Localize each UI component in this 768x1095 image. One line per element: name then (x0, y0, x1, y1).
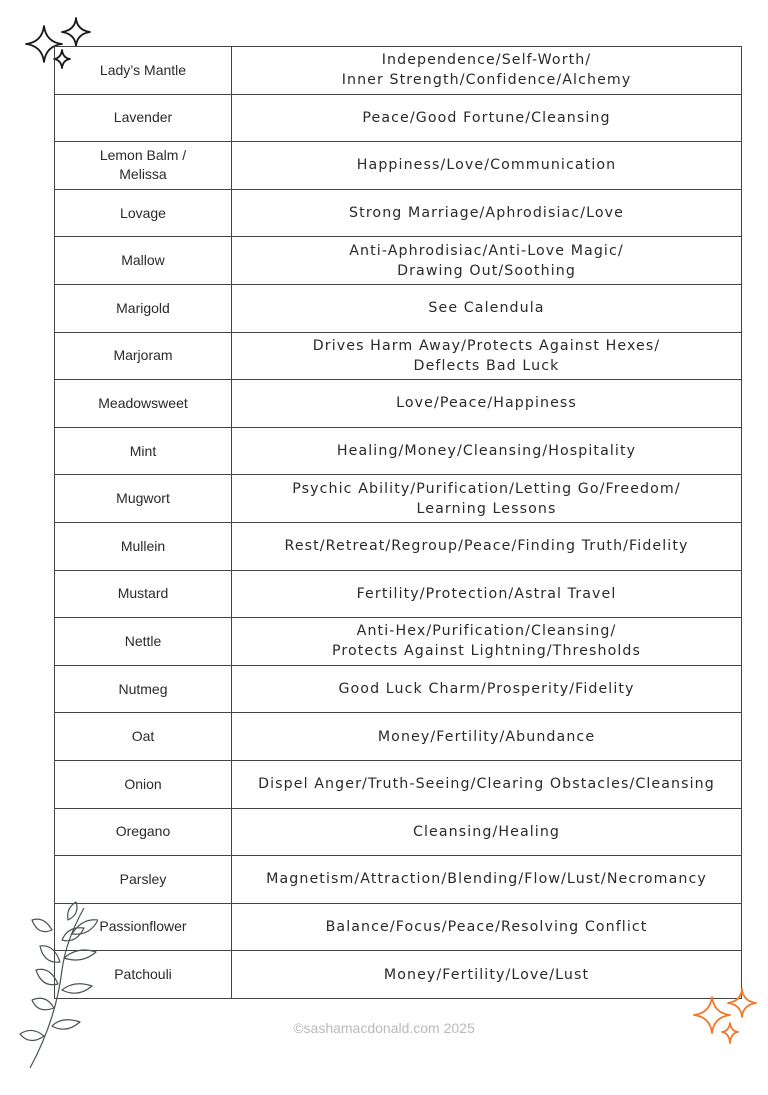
table-row (55, 618, 742, 666)
herb-meaning: Healing/Money/Cleansing/Hospitality (232, 427, 742, 475)
herb-meaning: Strong Marriage/Aphrodisiac/Love (232, 189, 742, 237)
herb-meaning: Peace/Good Fortune/Cleansing (232, 94, 742, 142)
herb-name: Parsley (55, 856, 232, 904)
herb-meaning: Good Luck Charm/Prosperity/Fidelity (232, 665, 742, 713)
herb-meaning: Happiness/Love/Communication (232, 142, 742, 190)
table-row (55, 903, 742, 951)
sparkles-icon (690, 985, 762, 1051)
herb-name: Marjoram (55, 332, 232, 380)
table-row (55, 665, 742, 713)
table-row (55, 951, 742, 999)
herb-meaning: Balance/Focus/Peace/Resolving Conflict (232, 903, 742, 951)
table-row (55, 142, 742, 190)
herb-meaning: Money/Fertility/Abundance (232, 713, 742, 761)
herb-meaning: Cleansing/Healing (232, 808, 742, 856)
herb-name: Nutmeg (55, 665, 232, 713)
herb-name: Mallow (55, 237, 232, 285)
herb-meaning: Dispel Anger/Truth-Seeing/Clearing Obstacles/Cleansing (232, 760, 742, 808)
table-row (55, 332, 742, 380)
herb-name: Meadowsweet (55, 380, 232, 428)
herb-name: Mustard (55, 570, 232, 618)
herb-name: Marigold (55, 284, 232, 332)
table-row (55, 427, 742, 475)
herb-name: Lavender (55, 94, 232, 142)
herb-meaning: Fertility/Protection/Astral Travel (232, 570, 742, 618)
herb-meaning: Anti-Aphrodisiac/Anti-Love Magic/ Drawing Out/Soothing (232, 237, 742, 285)
table-row (55, 760, 742, 808)
herb-meaning: Independence/Self-Worth/ Inner Strength/Confidence/Alchemy (232, 47, 742, 95)
herb-name: Onion (55, 760, 232, 808)
herb-name: Lady’s Mantle (55, 47, 232, 95)
herb-name: Mullein (55, 522, 232, 570)
herb-name: Oat (55, 713, 232, 761)
herb-meaning: Love/Peace/Happiness (232, 380, 742, 428)
herb-name: Lovage (55, 189, 232, 237)
herb-meaning: See Calendula (232, 284, 742, 332)
herb-name: Passionflower (55, 903, 232, 951)
table-row (55, 237, 742, 285)
table-row (55, 856, 742, 904)
table-row (55, 475, 742, 523)
leaf-branch-icon (12, 900, 98, 1072)
herb-meaning: Psychic Ability/Purification/Letting Go/Freedom/ Learning Lessons (232, 475, 742, 523)
table-row (55, 189, 742, 237)
herb-meaning: Rest/Retreat/Regroup/Peace/Finding Truth/Fidelity (232, 522, 742, 570)
herb-name: Mint (55, 427, 232, 475)
table-row (55, 808, 742, 856)
table-row (55, 380, 742, 428)
herb-meaning: Money/Fertility/Love/Lust (232, 951, 742, 999)
herb-name: Oregano (55, 808, 232, 856)
herb-meaning: Drives Harm Away/Protects Against Hexes/ Deflects Bad Luck (232, 332, 742, 380)
table-row (55, 94, 742, 142)
herb-name: Patchouli (55, 951, 232, 999)
table-row (55, 284, 742, 332)
herb-name: Lemon Balm / Melissa (55, 142, 232, 190)
herb-correspondence-table (54, 46, 742, 999)
herb-name: Mugwort (55, 475, 232, 523)
table-row (55, 713, 742, 761)
table-row (55, 570, 742, 618)
copyright-footer: ©sashamacdonald.com 2025 (293, 1020, 475, 1036)
herb-rows (55, 47, 742, 999)
herb-meaning: Anti-Hex/Purification/Cleansing/ Protects Against Lightning/Thresholds (232, 618, 742, 666)
table-row (55, 522, 742, 570)
table-row (55, 47, 742, 95)
herb-name: Nettle (55, 618, 232, 666)
herb-meaning: Magnetism/Attraction/Blending/Flow/Lust/Necromancy (232, 856, 742, 904)
